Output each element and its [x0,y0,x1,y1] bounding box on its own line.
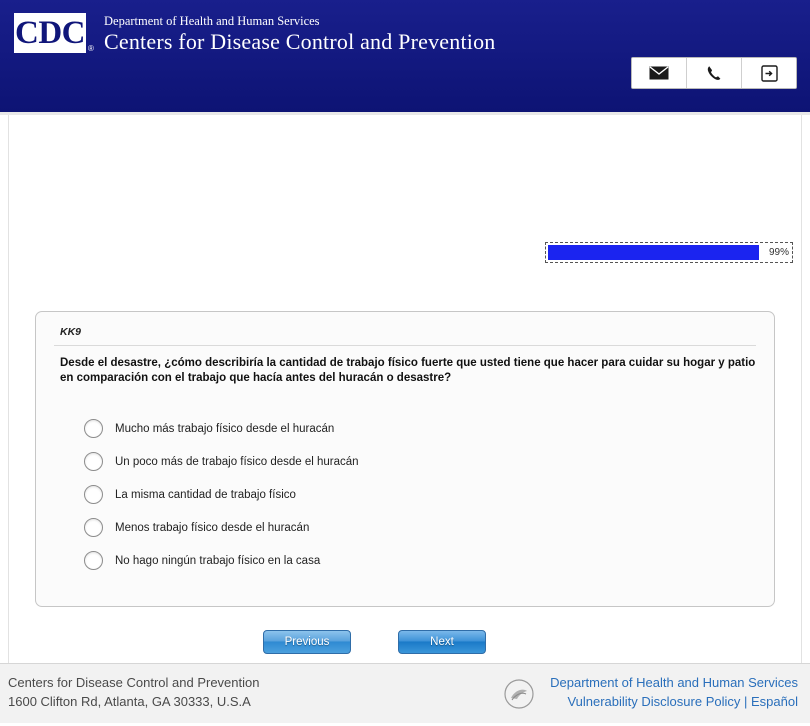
email-icon [649,66,669,80]
cdc-logo-trademark: ® [88,44,94,53]
radio-button[interactable] [84,452,103,471]
option-label: Mucho más trabajo físico desde el huracán [115,422,335,435]
next-button[interactable]: Next [398,630,486,654]
footer-link-hhs[interactable]: Department of Health and Human Services [550,675,798,690]
option-label: No hago ningún trabajo físico en la casa [115,554,321,567]
question-id: KK9 [60,326,82,338]
question-divider [54,345,756,346]
list-item[interactable] [84,412,756,445]
footer-links [550,673,798,711]
right-rail [801,115,810,663]
progress-fill [548,245,759,260]
survey-page-body [0,115,810,663]
progress-bar [545,242,793,263]
header-tools [631,57,797,89]
list-item[interactable] [84,544,756,577]
site-header [0,0,810,115]
radio-button[interactable] [84,518,103,537]
footer-address [8,673,259,711]
login-icon [761,65,778,82]
question-text: Desde el desastre, ¿cómo describiría la cantidad de trabajo físico fuerte que usted tiene que hacer para cuidar su hogar y patio en comparación con el trabajo que hacía antes del huracán o desastre? [60,357,756,384]
footer-link-vulnerability[interactable]: Vulnerability Disclosure Policy [567,694,741,709]
radio-button[interactable] [84,419,103,438]
login-button[interactable] [742,58,796,88]
answer-options [84,412,756,577]
hhs-seal-icon [503,678,535,710]
radio-button[interactable] [84,485,103,504]
email-button[interactable] [632,58,687,88]
list-item[interactable] [84,445,756,478]
header-agency-line: Centers for Disease Control and Prevention [104,29,496,54]
option-label: Un poco más de trabajo físico desde el huracán [115,455,359,468]
phone-button[interactable] [687,58,742,88]
navigation-buttons [263,630,486,654]
left-rail [0,115,9,663]
list-item[interactable] [84,511,756,544]
option-label: Menos trabajo físico desde el huracán [115,521,310,534]
radio-button[interactable] [84,551,103,570]
site-footer [0,663,810,723]
list-item[interactable] [84,478,756,511]
footer-org-line: Centers for Disease Control and Prevention [8,675,260,690]
previous-button[interactable]: Previous [263,630,351,654]
question-card [35,311,775,607]
option-label: La misma cantidad de trabajo físico [115,488,296,501]
progress-track [548,245,790,260]
header-department-line: Department of Health and Human Services [104,14,320,28]
footer-link-espanol[interactable]: Español [751,694,798,709]
phone-icon [706,65,723,82]
footer-link-separator: | [744,694,748,709]
progress-label: 99% [768,247,789,258]
cdc-logo[interactable]: CDC [15,15,85,51]
footer-address-line: 1600 Clifton Rd, Atlanta, GA 30333, U.S.A [8,694,251,709]
